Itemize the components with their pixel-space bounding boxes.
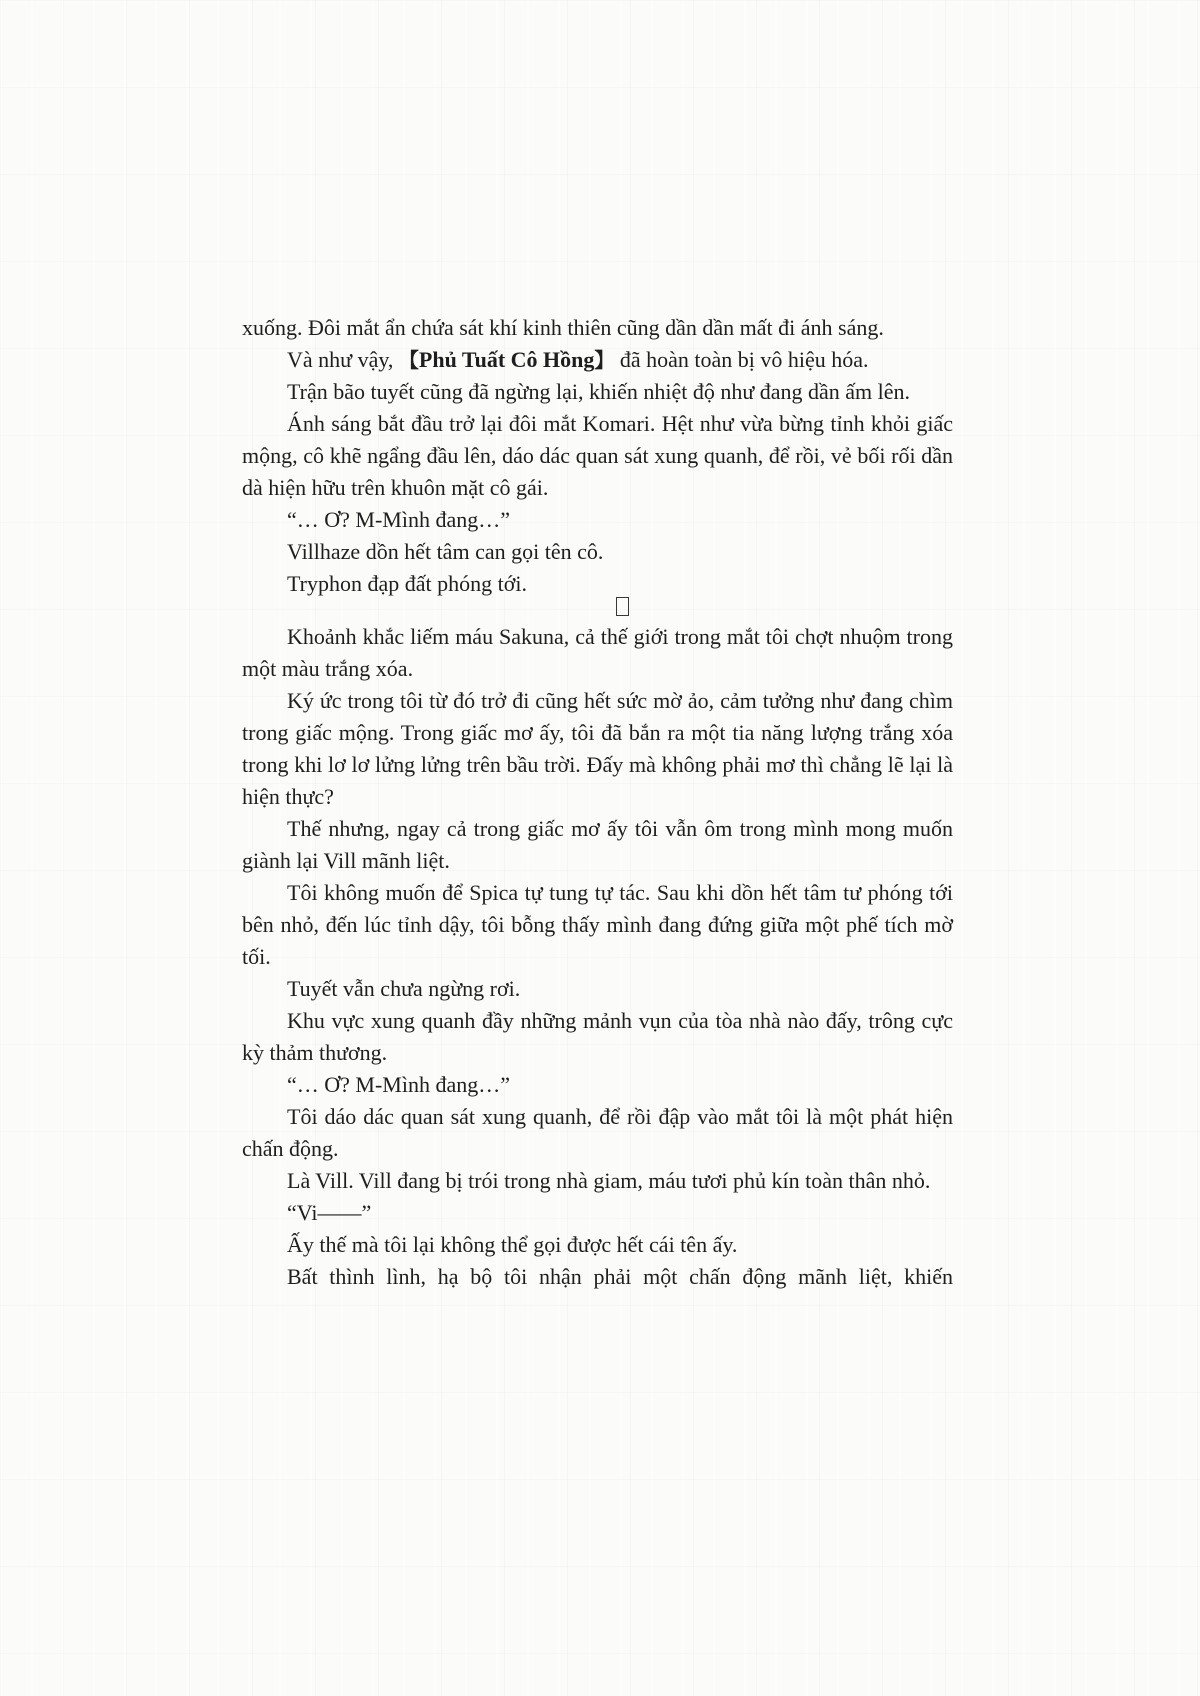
paragraph: Thế nhưng, ngay cả trong giấc mơ ấy tôi vẫn ôm trong mình mong muốn giành lại Vill mãnh liệt.: [242, 816, 953, 873]
paragraph: Ấy thế mà tôi lại không thể gọi được hết cái tên ấy.: [287, 1232, 738, 1257]
paragraph: Ánh sáng bắt đầu trở lại đôi mắt Komari. Hệt như vừa bừng tỉnh khỏi giấc mộng, cô khẽ ngẩng đầu lên, dáo dác quan sát xung quanh, để rồi, vẻ bối rối dần dà hiện hữu trên khuôn mặt cô gái.: [242, 411, 953, 500]
section-divider: [267, 600, 978, 621]
paragraph: Tuyết vẫn chưa ngừng rơi.: [287, 976, 521, 1001]
dialogue-line: “Vi——”: [287, 1200, 372, 1225]
paragraph: Tôi dáo dác quan sát xung quanh, để rồi đập vào mắt tôi là một phát hiện chấn động.: [242, 1104, 953, 1161]
paragraph: Là Vill. Vill đang bị trói trong nhà giam, máu tươi phủ kín toàn thân nhỏ.: [287, 1168, 931, 1193]
paragraph: Villhaze dồn hết tâm can gọi tên cô.: [287, 539, 604, 564]
paragraph: Tryphon đạp đất phóng tới.: [287, 571, 527, 596]
paragraph: Trận bão tuyết cũng đã ngừng lại, khiến nhiệt độ như đang dần ấm lên.: [287, 379, 911, 404]
paragraph: Bất thình lình, hạ bộ tôi nhận phải một chấn động mãnh liệt, khiến: [287, 1264, 953, 1289]
dialogue-line: “… Ơ? M-Mình đang…”: [287, 507, 511, 532]
paragraph: Khu vực xung quanh đầy những mảnh vụn của tòa nhà nào đấy, trông cực kỳ thảm thương.: [242, 1008, 953, 1065]
paragraph: Khoảnh khắc liếm máu Sakuna, cả thế giới trong mắt tôi chợt nhuộm trong một màu trắng xóa.: [242, 624, 953, 681]
skill-name: Phủ Tuất Cô Hồng: [418, 347, 595, 372]
paragraph: Tôi không muốn để Spica tự tung tự tác. Sau khi dồn hết tâm tư phóng tới bên nhỏ, đến lúc tỉnh dậy, tôi bỗng thấy mình đang đứng giữa một phế tích mờ tối.: [242, 880, 953, 969]
dialogue-line: “… Ơ? M-Mình đang…”: [287, 1072, 511, 1097]
missing-glyph-icon: [616, 597, 629, 616]
paragraph: Ký ức trong tôi từ đó trở đi cũng hết sức mờ ảo, cảm tưởng như đang chìm trong giấc mộng. Trong giấc mơ ấy, tôi đã bắn ra một tia năng lượng trắng xóa trong khi lơ lơ lửng lửng trên bầu trời. Đấy mà không phải mơ thì chẳng lẽ lại là hiện thực?: [242, 688, 953, 809]
paragraph: xuống. Đôi mắt ẩn chứa sát khí kinh thiên cũng dần dần mất đi ánh sáng.: [242, 315, 884, 340]
body-text: [242, 312, 953, 1293]
paragraph-with-skill-name: [242, 344, 953, 376]
paragraph-text: Và như vậy,: [287, 347, 399, 372]
lenticular-bracket-open: 【: [398, 348, 419, 372]
paragraph-text: đã hoàn toàn bị vô hiệu hóa.: [614, 347, 869, 372]
lenticular-bracket-close: 】: [594, 348, 615, 372]
